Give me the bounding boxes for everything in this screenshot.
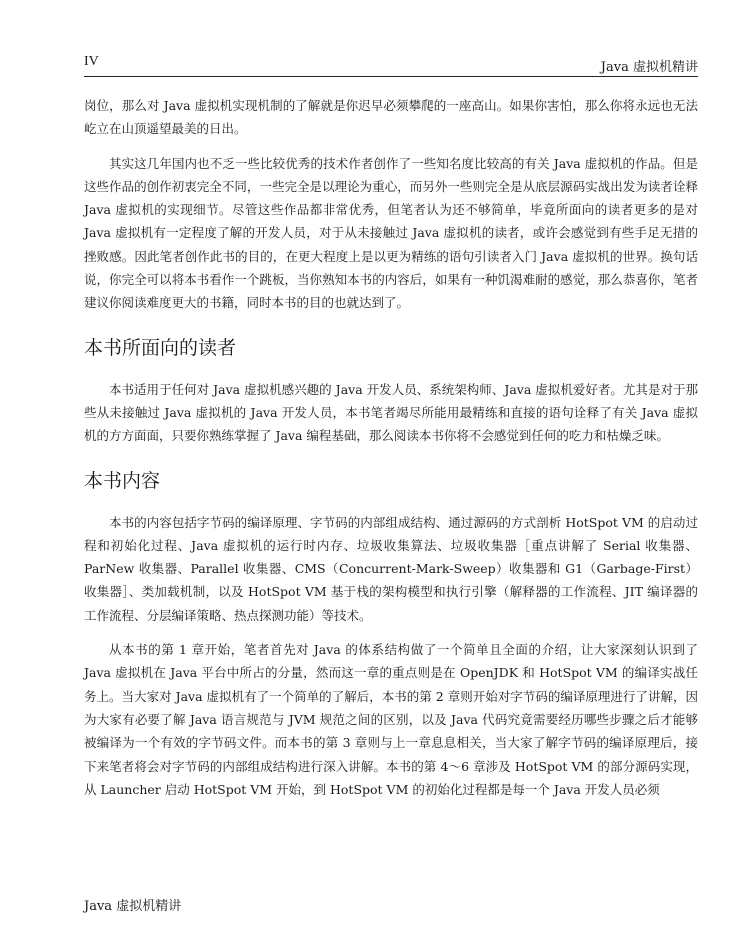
section-heading-contents: 本书内容 [84, 469, 161, 492]
page-footer: Java 虚拟机精讲 [84, 899, 182, 914]
paragraph-2: 其实这几年国内也不乏一些比较优秀的技术作者创作了一些知名度比较高的有关 Java 虚拟机的作品。但是这些作品的创作初衷完全不同，一些完全是以理论为重心，而另外一些则完全是从底层源码实战出发为读者诠释 Java 虚拟机的实现细节。尽管这些作品都非常优秀，但笔者认为还不够简单，毕竟所面向的读者更多的是对 Java 虚拟机有一定程度了解的开发人员，对于从未接触过 Java 虚拟机的读者，或许会感觉到有些手足无措的挫败感。因此笔者创作此书的目的，在更大程度上是以更为精练的语句引读者入门 Java 虚拟机的世界。换句话说，你完全可以将本书看作一个跳板，当你熟知本书的内容后，如果有一种饥渴难耐的感觉，那么恭喜你，笔者建议你阅读难度更大的书籍，同时本书的目的也就达到了。 [84, 155, 698, 311]
page-number: IV [84, 54, 99, 69]
page-header [84, 52, 698, 77]
paragraph-4: 本书的内容包括字节码的编译原理、字节码的内部组成结构、通过源码的方式剖析 HotSpot VM 的启动过程和初始化过程、Java 虚拟机的运行时内存、垃圾收集算法、垃圾收集器［重点讲解了 Serial 收集器、ParNew 收集器、Parallel 收集器、CMS（Concurrent-Mark-Sweep）收集器和 G1（Garbage-First）收集器］、类加载机制，以及 HotSpot VM 基于栈的架构模型和执行引擎（解释器的工作流程、JIT 编译器的工作流程、分层编译策略、热点探测功能）等技术。 [84, 514, 698, 623]
running-title: Java 虚拟机精讲 [600, 60, 698, 75]
section-heading-readers: 本书所面向的读者 [84, 336, 237, 359]
paragraph-3: 本书适用于任何对 Java 虚拟机感兴趣的 Java 开发人员、系统架构师、Java 虚拟机爱好者。尤其是对于那些从未接触过 Java 虚拟机的 Java 开发人员，本书笔者竭尽所能用最精练和直接的语句诠释了有关 Java 虚拟机的方方面面，只要你熟练掌握了 Java 编程基础，那么阅读本书你将不会感觉到任何的吃力和枯燥乏味。 [84, 381, 698, 444]
paragraph-5: 从本书的第 1 章开始，笔者首先对 Java 的体系结构做了一个简单且全面的介绍，让大家深刻认识到了 Java 虚拟机在 Java 平台中所占的分量，然而这一章的重点则是在 OpenJDK 和 HotSpot VM 的编译实战任务上。当大家对 Java 虚拟机有了一个简单的了解后，本书的第 2 章则开始对字节码的编译原理进行了讲解，因为大家有必要了解 Java 语言规范与 JVM 规范之间的区别，以及 Java 代码究竟需要经历哪些步骤之后才能够被编译为一个有效的字节码文件。而本书的第 3 章则与上一章息息相关，当大家了解字节码的编译原理后，接下来笔者将会对字节码的内部组成结构进行深入讲解。本书的第 4～6 章涉及 HotSpot VM 的部分源码实现，从 Launcher 启动 HotSpot VM 开始，到 HotSpot VM 的初始化过程都是每一个 Java 开发人员必须 [84, 642, 698, 797]
paragraph-1: 岗位，那么对 Java 虚拟机实现机制的了解就是你迟早必须攀爬的一座高山。如果你害怕，那么你将永远也无法屹立在山顶遥望最美的日出。 [84, 98, 698, 137]
page-body [84, 94, 698, 801]
